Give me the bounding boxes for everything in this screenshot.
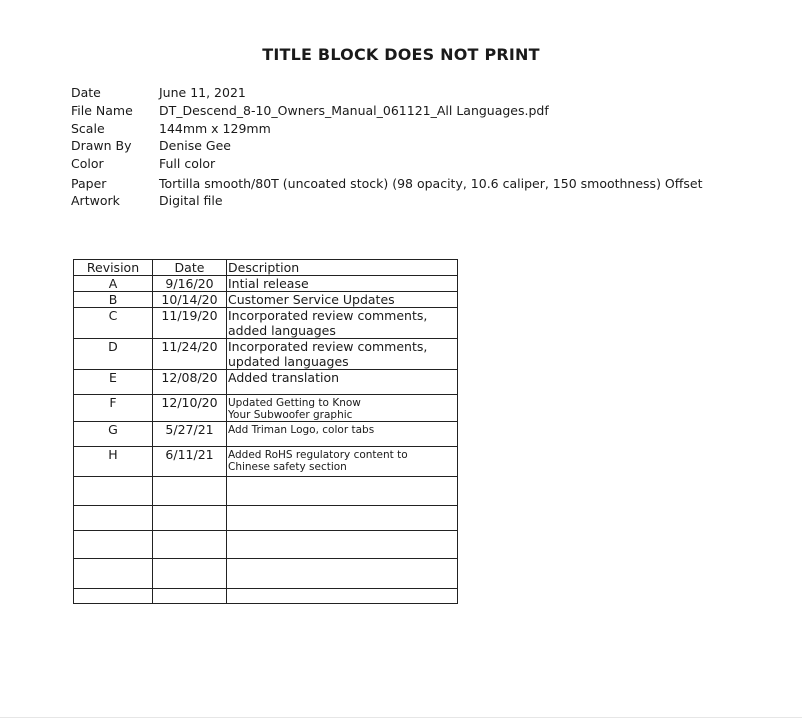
meta-value: Denise Gee — [159, 138, 231, 153]
table-row — [74, 308, 458, 339]
table-row — [74, 276, 458, 292]
date-cell: 11/24/20 — [153, 339, 227, 370]
date-cell: 5/27/21 — [153, 422, 227, 447]
description-line: Incorporated review comments, — [228, 308, 428, 323]
revision-cell: A — [74, 276, 153, 292]
description-cell — [227, 422, 458, 447]
empty-cell — [74, 589, 153, 604]
table-row — [74, 292, 458, 308]
description-line: Your Subwoofer graphic — [228, 409, 353, 421]
meta-row-paper — [71, 176, 702, 192]
empty-cell — [227, 531, 458, 559]
revision-cell: D — [74, 339, 153, 370]
description-line: Intial release — [228, 276, 309, 291]
meta-label: File Name — [71, 103, 133, 118]
empty-cell — [153, 506, 227, 531]
empty-cell — [74, 531, 153, 559]
meta-value: Full color — [159, 156, 216, 171]
meta-label: Date — [71, 85, 101, 100]
description-cell — [227, 308, 458, 339]
meta-row-date — [71, 85, 246, 101]
meta-label: Scale — [71, 121, 105, 136]
meta-value: 144mm x 129mm — [159, 121, 271, 136]
description-line: Added translation — [228, 370, 340, 385]
meta-value: DT_Descend_8-10_Owners_Manual_061121_All Languages.pdf — [159, 103, 549, 118]
empty-cell — [227, 559, 458, 589]
table-row — [74, 422, 458, 447]
revision-table — [73, 259, 458, 604]
empty-table-row — [74, 559, 458, 589]
meta-label: Drawn By — [71, 138, 132, 153]
description-cell — [227, 370, 458, 395]
empty-cell — [153, 531, 227, 559]
meta-row-artwork — [71, 193, 223, 209]
empty-cell — [153, 589, 227, 604]
date-cell: 11/19/20 — [153, 308, 227, 339]
description-line: Customer Service Updates — [228, 292, 395, 307]
meta-value: Tortilla smooth/80T (uncoated stock) (98 opacity, 10.6 caliper, 150 smoothness) Offset — [159, 176, 703, 191]
description-line: Incorporated review comments, — [228, 339, 428, 354]
meta-label: Artwork — [71, 193, 120, 208]
description-cell — [227, 395, 458, 422]
meta-label: Paper — [71, 176, 107, 191]
empty-cell — [227, 589, 458, 604]
table-row — [74, 339, 458, 370]
empty-table-row — [74, 531, 458, 559]
empty-cell — [153, 477, 227, 506]
empty-table-row — [74, 477, 458, 506]
meta-row-scale — [71, 121, 271, 137]
meta-row-color — [71, 156, 215, 172]
description-line: Chinese safety section — [228, 461, 347, 473]
empty-table-row — [74, 506, 458, 531]
description-line: Add Triman Logo, color tabs — [228, 424, 375, 436]
date-cell: 10/14/20 — [153, 292, 227, 308]
description-cell — [227, 339, 458, 370]
date-cell: 12/10/20 — [153, 395, 227, 422]
column-header-description: Description — [227, 260, 458, 276]
revision-cell: G — [74, 422, 153, 447]
empty-cell — [227, 477, 458, 506]
column-header-date: Date — [153, 260, 227, 276]
page-bottom-divider — [0, 717, 802, 718]
meta-label: Color — [71, 156, 104, 171]
meta-row-drawn-by — [71, 138, 231, 154]
date-cell: 9/16/20 — [153, 276, 227, 292]
date-cell: 12/08/20 — [153, 370, 227, 395]
description-line: Updated Getting to Know — [228, 397, 361, 409]
description-cell — [227, 292, 458, 308]
empty-cell — [227, 506, 458, 531]
description-line: updated languages — [228, 354, 349, 369]
description-line: added languages — [228, 323, 336, 338]
table-row — [74, 447, 458, 477]
description-cell — [227, 447, 458, 477]
revision-cell: E — [74, 370, 153, 395]
revision-cell: C — [74, 308, 153, 339]
meta-row-file-name — [71, 103, 549, 119]
table-row — [74, 370, 458, 395]
revision-cell: F — [74, 395, 153, 422]
empty-table-row — [74, 589, 458, 604]
date-cell: 6/11/21 — [153, 447, 227, 477]
description-line: Added RoHS regulatory content to — [228, 449, 408, 461]
column-header-revision: Revision — [74, 260, 153, 276]
meta-value: June 11, 2021 — [159, 85, 246, 100]
empty-cell — [74, 559, 153, 589]
description-cell — [227, 276, 458, 292]
meta-value: Digital file — [159, 193, 223, 208]
empty-cell — [74, 477, 153, 506]
empty-cell — [153, 559, 227, 589]
empty-cell — [74, 506, 153, 531]
revision-cell: B — [74, 292, 153, 308]
page-title: TITLE BLOCK DOES NOT PRINT — [262, 45, 540, 64]
revision-cell: H — [74, 447, 153, 477]
table-row — [74, 395, 458, 422]
